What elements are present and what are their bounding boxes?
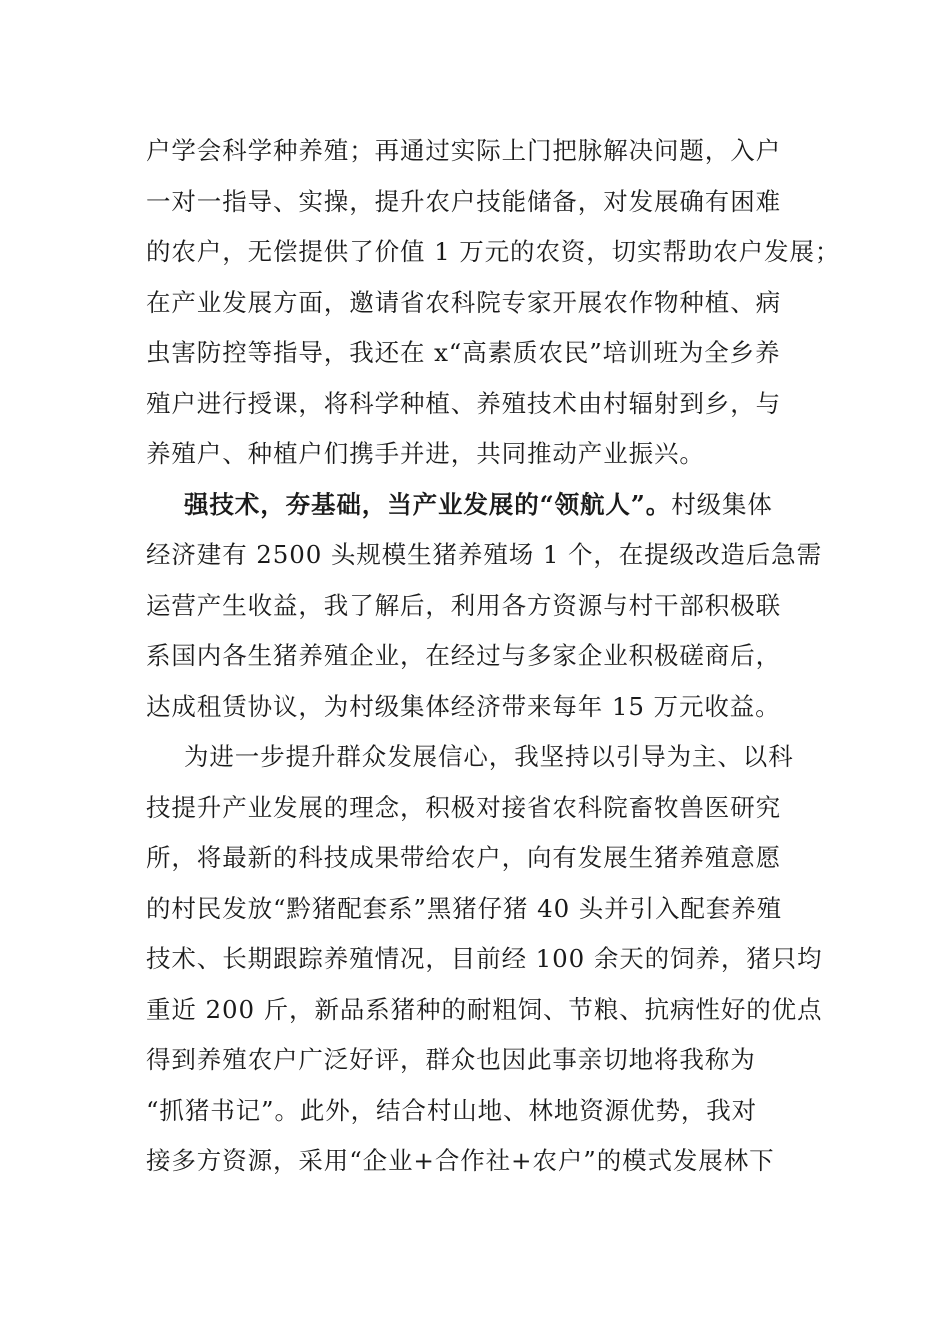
text-line: 虫害防控等指导，我还在 x“高素质农民”培训班为全乡养 <box>146 338 781 367</box>
text-line: 的农户，无偿提供了价值 1 万元的农资，切实帮助农户发展； <box>146 237 841 266</box>
text-line: 达成租赁协议，为村级集体经济带来每年 15 万元收益。 <box>146 691 781 721</box>
text-line: 在产业发展方面，邀请省农科院专家开展农作物种植、病 <box>146 287 781 317</box>
text-line: 技提升产业发展的理念，积极对接省农科院畜牧兽医研究 <box>146 792 781 822</box>
text-line: 的村民发放“黔猪配套系”黑猪仔猪 40 头并引入配套养殖 <box>146 893 782 923</box>
text-line: 系国内各生猪养殖企业，在经过与多家企业积极磋商后， <box>146 641 781 670</box>
document-body <box>146 126 841 1187</box>
paragraph-first-line: 为进一步提升群众发展信心，我坚持以引导为主、以科 <box>184 742 794 771</box>
text-line: 殖户进行授课，将科学种植、养殖技术由村辐射到乡，与 <box>146 388 781 418</box>
text-line: 养殖户、种植户们携手并进，共同推动产业振兴。 <box>146 439 705 468</box>
text-line: 接多方资源，采用“企业+合作社+农户”的模式发展林下 <box>146 1146 775 1175</box>
text-line: 经济建有 2500 头规模生猪养殖场 1 个，在提级改造后急需 <box>146 540 822 569</box>
text-line: 技术、长期跟踪养殖情况，目前经 100 余天的饲养，猪只均 <box>146 944 823 973</box>
text-line: 重近 200 斤，新品系猪种的耐粗饲、节粮、抗病性好的优点 <box>146 994 823 1024</box>
text-fragment: 村级集体 <box>671 489 773 519</box>
text-line: 一对一指导、实操，提升农户技能储备，对发展确有困难 <box>146 186 781 216</box>
section-heading: 强技术，夯基础，当产业发展的“领航人”。 <box>184 489 672 519</box>
text-line: 户学会科学种养殖；再通过实际上门把脉解决问题，入户 <box>146 136 781 165</box>
text-line: 得到养殖农户广泛好评，群众也因此事亲切地将我称为 <box>146 1045 756 1074</box>
text-line: “抓猪书记”。此外，结合村山地、林地资源优势，我对 <box>146 1095 758 1125</box>
text-line: 运营产生收益，我了解后，利用各方资源与村干部积极联 <box>146 590 781 620</box>
text-line: 所，将最新的科技成果带给农户，向有发展生猪养殖意愿 <box>146 843 781 872</box>
paragraph-first-line <box>146 480 810 531</box>
